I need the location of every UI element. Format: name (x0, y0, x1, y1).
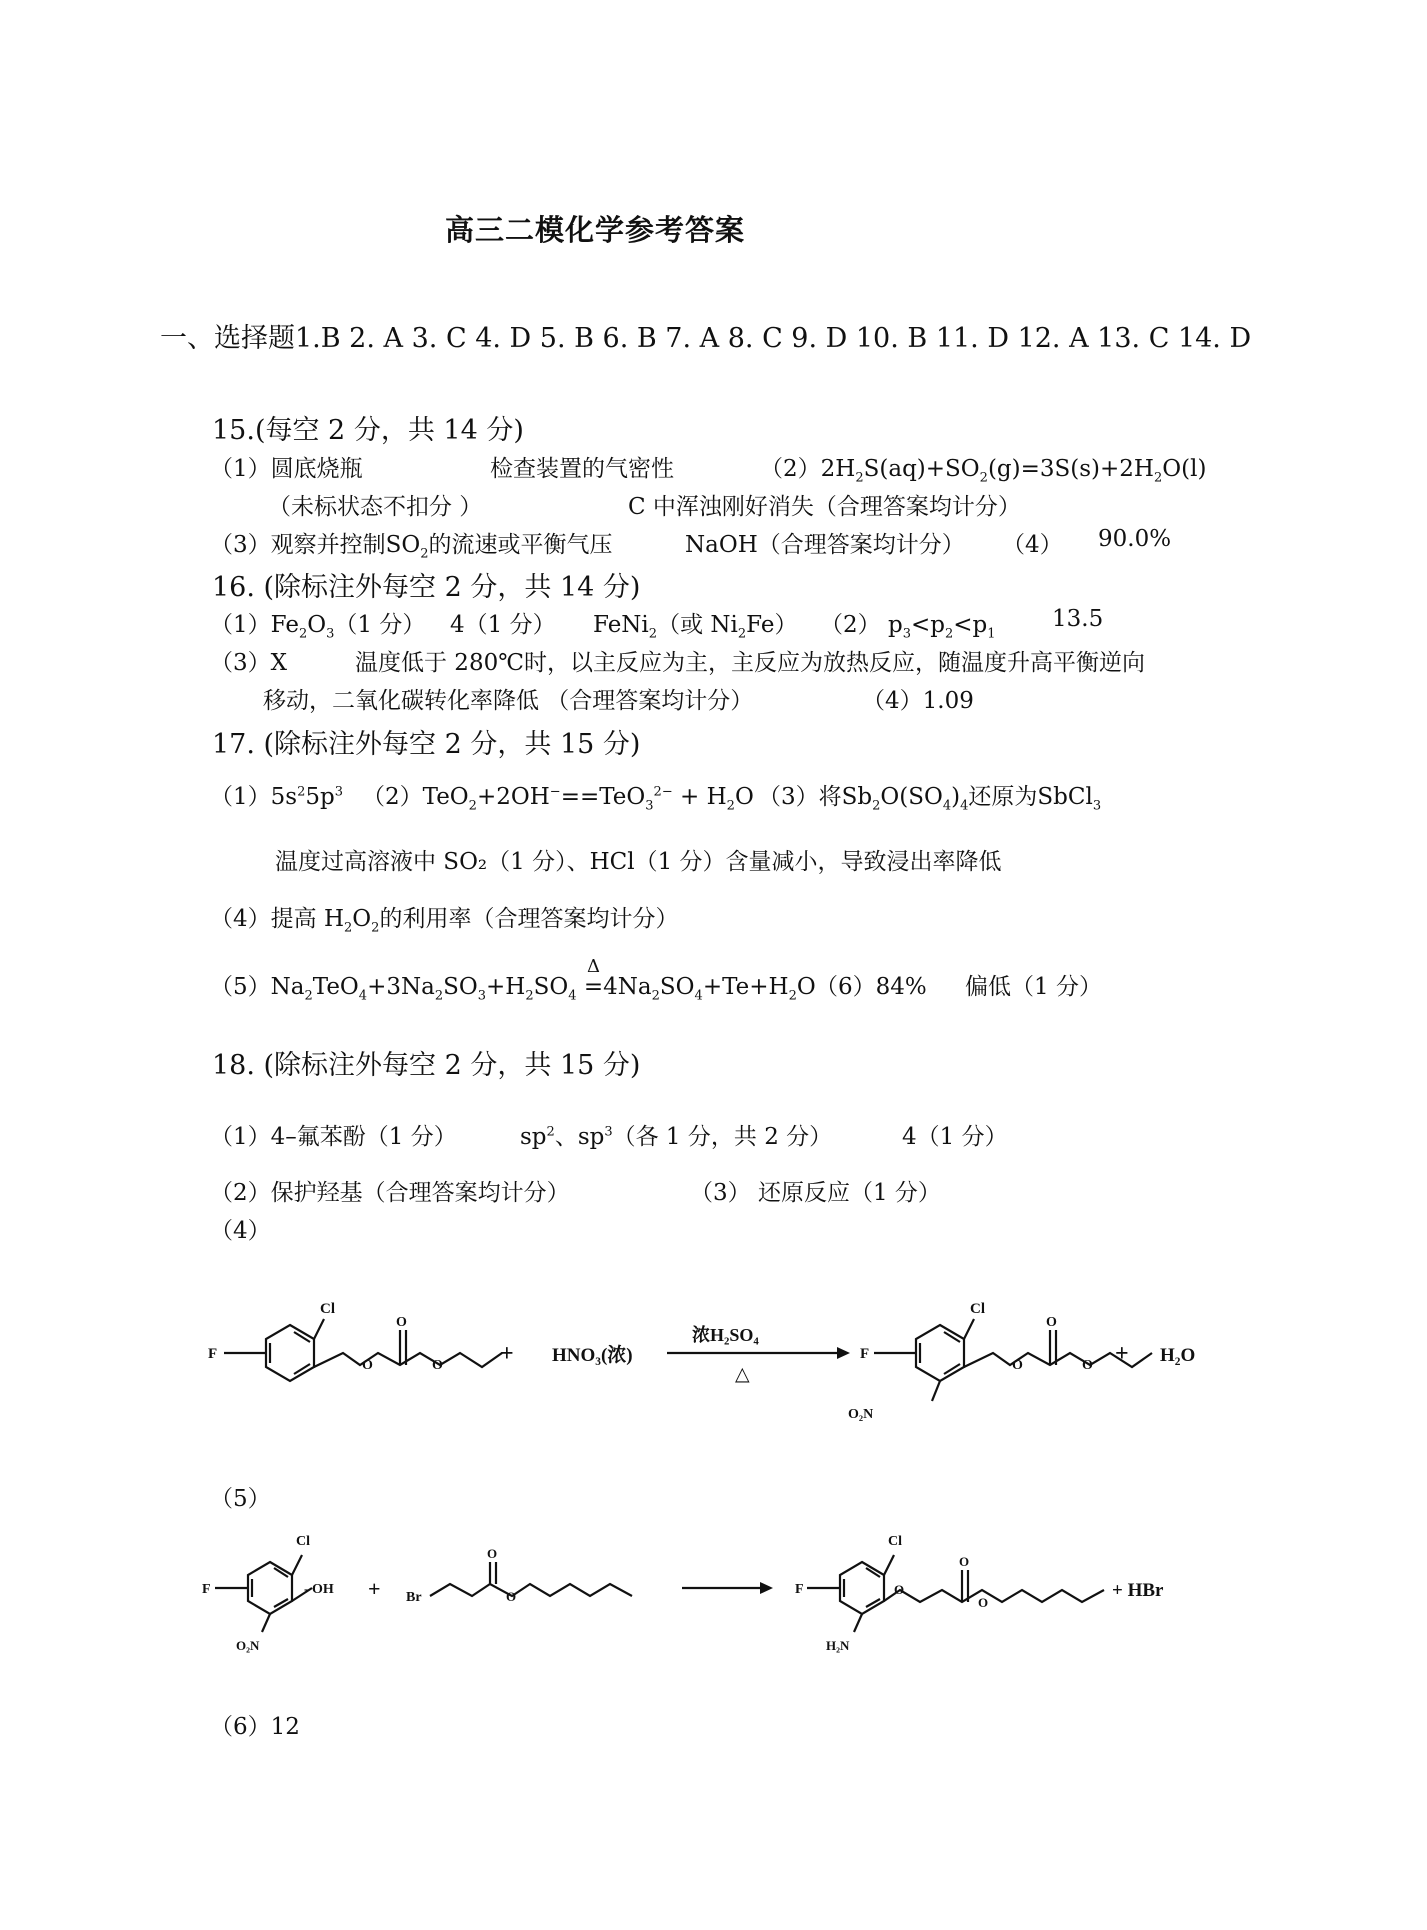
q15-line1b: 检查装置的气密性 (490, 456, 674, 482)
q16-line1g: 13.5 (1052, 606, 1104, 632)
q18-line2a: （2）保护羟基（合理答案均计分） (210, 1180, 570, 1206)
scheme4-plus: + (500, 1341, 514, 1367)
scheme4-p-cl: Cl (970, 1301, 985, 1317)
q17-line4b: （6）84% (815, 974, 927, 1000)
scheme5-br: Br (406, 1590, 422, 1605)
q17-line4: $(5)Na_2TeO_4+3Na_2SO_3+H_2SO_4$ Δ $=4Na_2SO_4+Te+H_2O$ (210, 956, 816, 1004)
scheme4-p-no2: O₂N (848, 1407, 874, 1422)
benzene-ring-reactant (266, 1325, 314, 1381)
q15-line3e: 90.0% (1098, 526, 1172, 552)
scheme4-f: F (208, 1346, 218, 1362)
q18-line1a: （1）4–氟苯酚（1 分） (210, 1124, 457, 1150)
svg-text:O: O (432, 1358, 443, 1373)
page-title: 高三二模化学参考答案 (445, 213, 746, 247)
scheme5-p-cl: Cl (888, 1534, 902, 1549)
scheme5-p-nh2: H₂N (826, 1638, 850, 1653)
svg-text:O: O (978, 1595, 989, 1610)
q15-line2b: C 中浑浊刚好消失（合理答案均计分） (628, 494, 1021, 520)
q15-line3: （3）观察并控制$SO_2$的流速或平衡气压 (210, 532, 613, 562)
q16-line1f: （2） $p_3<p_2<p_1$ (820, 612, 996, 642)
svg-text:O: O (396, 1315, 407, 1330)
choice-line (160, 316, 1251, 355)
scheme5-p-f: F (795, 1582, 804, 1597)
svg-text:-: - (304, 1581, 309, 1596)
benzene-ring-product (916, 1325, 964, 1381)
svg-text:O: O (362, 1358, 373, 1373)
scheme4-byproduct: H₂O (1160, 1345, 1196, 1366)
q17-header: 17. (除标注外每空 2 分，共 15 分) (212, 729, 641, 760)
svg-text:O: O (1082, 1358, 1093, 1373)
q18-line1b: $sp^2$、$sp^3$（各 1 分，共 2 分） (520, 1124, 833, 1150)
q15-line3c: NaOH（合理答案均计分） (685, 532, 965, 558)
svg-text:O: O (894, 1582, 905, 1597)
svg-text:O: O (1046, 1315, 1057, 1330)
q15-line2a: （未标状态不扣分 ） (268, 494, 483, 520)
scheme5-f: F (202, 1582, 211, 1597)
q16-line1c: 4（1 分） (450, 612, 556, 638)
choice-label: 一、选择题 (160, 323, 295, 354)
q18-line1c: 4（1 分） (902, 1124, 1008, 1150)
scheme5-no2: O₂N (236, 1638, 260, 1653)
svg-text:O: O (487, 1546, 498, 1561)
q17-line1b: $(2)TeO_2+2OH^-==TeO_3^{2-} + H_2O$ (362, 784, 754, 814)
q15-line1a: （1）圆底烧瓶 (210, 456, 363, 482)
q18-line2b: （3） 还原反应（1 分） (690, 1180, 941, 1206)
choice-answers: 1.B 2. A 3. C 4. D 5. B 6. B 7. A 8. C 9. D 10. B 11. D 12. A 13. C 14. D (295, 323, 1252, 354)
q16-line2b: 温度低于 280℃时，以主反应为主，主反应为放热反应，随温度升高平衡逆向 (355, 650, 1145, 676)
scheme4-cl: Cl (320, 1301, 335, 1317)
reaction-scheme-4 (200, 1255, 1260, 1435)
svg-text:O: O (1012, 1358, 1023, 1373)
q16-line1: $(1)Fe_2O_3(1$ 分） (210, 612, 426, 642)
q18-line3: （4） (210, 1218, 271, 1244)
q16-header: 16. (除标注外每空 2 分，共 14 分) (212, 572, 641, 603)
q16-line3b: （4）1.09 (862, 688, 974, 714)
q17-line4c: 偏低（1 分） (965, 974, 1102, 1000)
scheme4-cond-top: 浓H₂SO₄ (692, 1325, 759, 1345)
q16-line1d: FeNi$_2$（或 $Ni_2Fe$） (593, 612, 798, 642)
scheme5-cl: Cl (296, 1534, 310, 1549)
reaction-scheme-5 (200, 1510, 1260, 1675)
q17-line1c: （3）将$Sb_2O(SO_4)_4$还原为SbCl$_3$ (758, 784, 1102, 814)
q16-line3a: 移动，二氧化碳转化率降低 （合理答案均计分） (263, 688, 754, 714)
scheme4-cond-bottom: △ (735, 1364, 750, 1385)
q17-line3: （4）提高 $H_2O_2$的利用率（合理答案均计分） (210, 906, 679, 936)
q17-line1a: $(1)5s^25p^3$ (210, 784, 343, 810)
svg-text:O: O (959, 1554, 970, 1569)
scheme5-plus: + (368, 1576, 381, 1601)
scheme4-plus2: + (1115, 1341, 1129, 1367)
scheme5-oh: OH (312, 1582, 334, 1597)
scheme4-p-f: F (860, 1346, 870, 1362)
q18-line6: （6）12 (210, 1714, 300, 1740)
q15-header: 15.(每空 2 分，共 14 分) (212, 415, 524, 446)
q15-line3d: （4） (1002, 532, 1063, 558)
q15-line1c: $(2)2H_2S(aq)+SO_2(g)=3S(s)+2H_2O(l)$ (760, 456, 1207, 486)
scheme4-reagent: HNO₃(浓) (552, 1345, 633, 1366)
q16-line2a: （3）X (210, 650, 288, 676)
q18-header: 18. (除标注外每空 2 分，共 15 分) (212, 1050, 641, 1081)
svg-text:O: O (506, 1589, 517, 1604)
q17-line2: 温度过高溶液中 SO₂（1 分）、HCl（1 分）含量减小，导致浸出率降低 (275, 849, 1002, 875)
scheme5-byproduct: + HBr (1112, 1580, 1164, 1601)
q18-line5: （5） (210, 1486, 271, 1512)
